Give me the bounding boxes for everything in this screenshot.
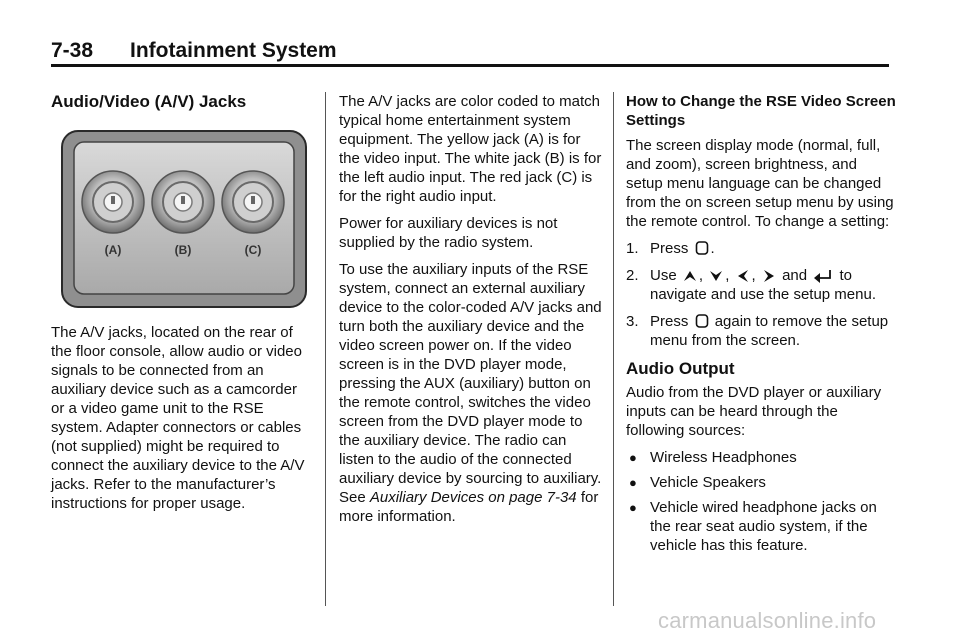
bullet-icon: ● [629,475,637,490]
step-text: Press [650,313,689,330]
step-text: Use [650,267,677,284]
arrow-right-icon [762,269,776,283]
enter-icon [813,269,833,283]
step-text-end: to navigate and use the setup menu. [650,267,876,303]
list-item [626,448,896,467]
step-text-end: . [710,240,715,257]
separator: , [698,267,704,284]
page-header [51,38,889,68]
auxiliary-usage-text: To use the auxiliary inputs of the RSE system, connect an external auxiliary device to the color-coded A/V jacks and turn both the auxiliary device and the video screen power on. If the video screen is in the DVD player mode, pressing the AUX (auxiliary) button on the remote control, switches the video screen from the DVD player mode to the auxiliary device. The radio can listen to the audio of the connected auxiliary device by sourcing to auxiliary. See [339,261,602,506]
jack-c-icon [222,171,284,233]
power-paragraph: Power for auxiliary devices is not supplied by the radio system. [339,215,558,251]
color-coding-paragraph: The A/V jacks are color coded to match typical home entertainment system equipment. The yellow jack (A) is for the video input. The white jack (B) is for the left audio input. The red jack (C) is for the right audio input. [339,93,602,205]
step-3 [626,312,896,350]
list-item [626,473,896,492]
column-left [51,92,309,521]
column-divider-left [325,92,326,606]
auxiliary-usage-paragraph [339,260,605,526]
jack-b-label: (B) [174,243,192,257]
audio-output-intro: Audio from the DVD player or auxiliary inputs can be heard through the following sources: [626,384,882,439]
jack-c-label: (C) [244,243,262,257]
step-2 [626,266,896,304]
settings-steps [626,239,896,350]
separator: , [725,267,730,284]
auxiliary-usage-end: for more information. [339,489,599,525]
jack-a-label: (A) [104,243,122,257]
step-number: 2. [626,267,639,284]
audio-output-heading: Audio Output [626,359,735,378]
av-jacks-description: The A/V jacks, located on the rear of the floor console, allow audio or video signals to be connected from an auxiliary device such as a camcorder or a video game unit to the RSE system. Adapter connectors or cables (not supplied) might be required to connect the auxiliary device to the A/V jacks. Refer to the manufacturer’s instructions for proper usage. [51,324,305,512]
bullet-icon: ● [629,500,637,515]
page-number: 7-38 [51,39,94,62]
rse-settings-intro: The screen display mode (normal, full, and zoom), screen brightness, and setup menu language can be changed from the on screen setup menu by using the remote control. To change a setting: [626,137,894,230]
av-jacks-illustration [61,130,307,308]
column-right [626,92,896,561]
step-text: Press [650,240,689,257]
step-and: and [782,267,808,284]
jack-b-icon [152,171,214,233]
step-1 [626,239,896,258]
column-middle [339,92,605,534]
rse-settings-heading: How to Change the RSE Video Screen Settings [626,93,896,129]
arrow-left-icon [736,269,750,283]
av-jacks-figure [61,130,307,308]
section-title: Infotainment System [130,39,337,62]
header-rule [51,64,889,67]
list-item-text: Vehicle Speakers [650,474,766,491]
bullet-icon: ● [629,450,637,465]
step-text-end: again to remove the setup menu from the screen. [650,313,889,349]
display-menu-button-icon [695,240,709,256]
watermark: carmanualsonline.info [658,608,877,633]
audio-sources-list [626,448,896,555]
list-item-text: Vehicle wired headphone jacks on the rear seat audio system, if the vehicle has this feature. [650,499,877,554]
list-item-text: Wireless Headphones [650,449,797,466]
step-number: 3. [626,313,639,330]
auxiliary-devices-link[interactable]: Auxiliary Devices on page 7-34 [369,489,577,506]
display-menu-button-icon [695,313,709,329]
list-item [626,498,896,555]
arrow-up-icon [683,269,697,283]
av-jacks-heading: Audio/Video (A/V) Jacks [51,92,247,111]
jack-a-icon [82,171,144,233]
arrow-down-icon [709,269,723,283]
column-divider-right [613,92,614,606]
separator: , [751,267,756,284]
step-number: 1. [626,240,639,257]
